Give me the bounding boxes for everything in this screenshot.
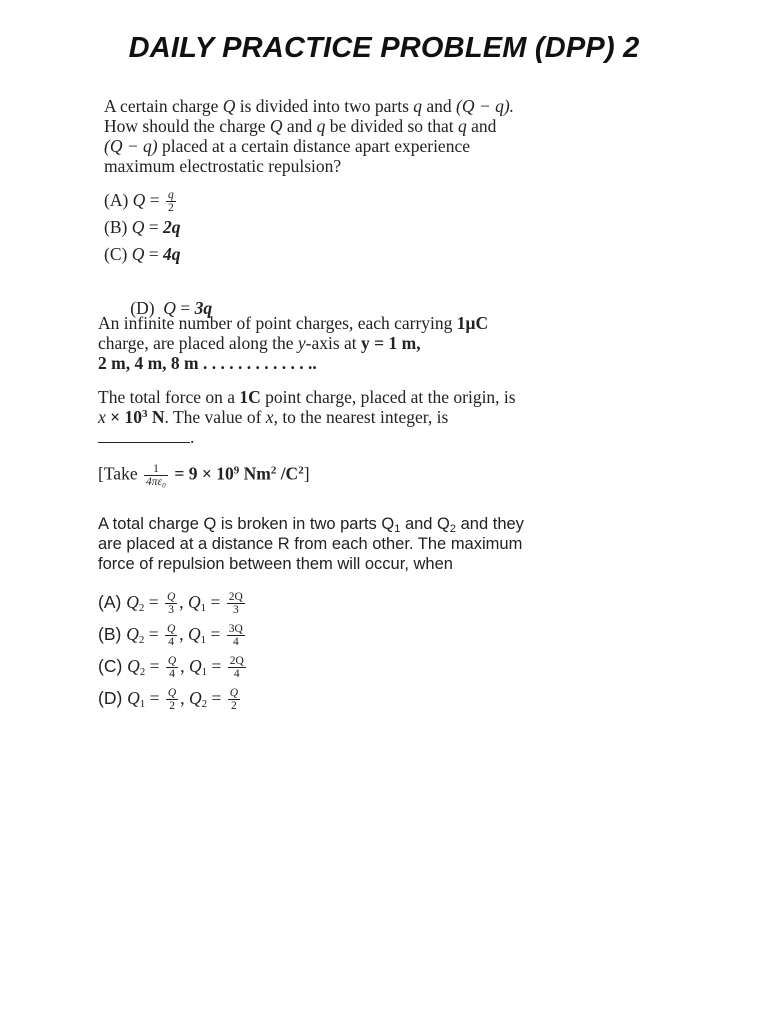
q3-line-2: are placed at a distance R from each other. The maximum (98, 535, 523, 553)
q2-line-2: charge, are placed along the y-axis at y = 1 m, (98, 333, 421, 353)
q1-line-3: (Q − q) placed at a certain distance apart experience (104, 136, 470, 156)
answer-blank (98, 428, 190, 443)
q1-option-d: (D) Q = 3q (130, 298, 213, 318)
q1-options (104, 187, 584, 318)
q2-line-4: The total force on a 1C point charge, placed at the origin, is (98, 387, 516, 407)
q2-line-3: 2 m, 4 m, 8 m . . . . . . . . . . . . .. (98, 353, 317, 373)
q3-line-3: force of repulsion between them will occur, when (98, 555, 453, 573)
q2-line-6: . (98, 427, 578, 447)
q3-option-d: (D) $Q_1$ = $\frac{Q}{2}$ , $Q_2$ = $\frac{Q}{2}$ (98, 687, 239, 713)
q3-option-b: (B) $Q_2$ = $\frac{Q}{4}$ , $Q_1$ = $\frac{3Q}{4}$ (98, 623, 243, 649)
q3-options (98, 586, 578, 714)
q1-option-b: (B) Q = 2q (104, 217, 181, 237)
q3-line-1: A total charge Q is broken in two parts $Q_1$ and $Q_2$ and they (98, 515, 524, 535)
q3-option-c: (C) $Q_2$ = $\frac{Q}{4}$ , $Q_1$ = $\frac{2Q}{4}$ (98, 655, 244, 681)
q2-take-note: [Take $\frac{1}{\text{4πε₀}}$ = $9 \times 10^9$ Nm$^2$ $/C^2$] (98, 463, 310, 488)
q1-line-4: maximum electrostatic repulsion? (104, 156, 342, 176)
q1-option-a: (A) Q = $\frac{q}{2}$ (104, 189, 174, 215)
q1-option-c: (C) Q = 4q (104, 244, 181, 264)
q3-option-a: (A) $Q_2$ = $\frac{Q}{3}$ , $Q_1$ = $\frac{2Q}{3}$ (98, 591, 243, 617)
q2-line-5: $x \times 10^3$ N. The value of x, to the nearest integer, is (98, 407, 449, 427)
question-2 (98, 313, 578, 488)
question-3 (98, 514, 578, 714)
page-title: DAILY PRACTICE PROBLEM (DPP) 2 (128, 32, 640, 64)
question-1 (104, 96, 584, 318)
q2-line-1: An infinite number of point charges, each carrying 1μC (98, 313, 489, 333)
q1-line-1: A certain charge Q is divided into two parts q and (Q − q). (104, 96, 515, 116)
q1-line-2: How should the charge Q and q be divided so that q and (104, 116, 497, 136)
